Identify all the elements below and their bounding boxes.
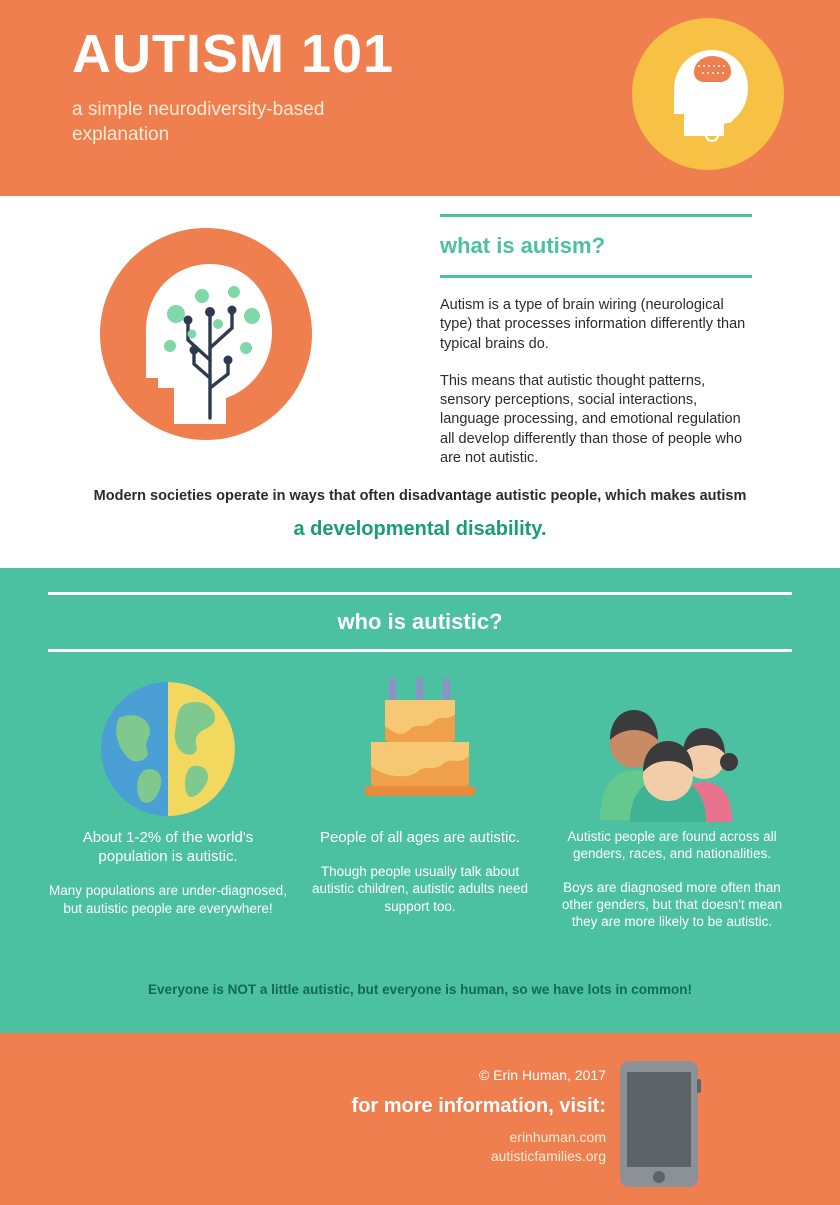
page-subtitle: a simple neurodiversity-based explanation (72, 98, 325, 146)
phone-side-button (697, 1079, 701, 1093)
head-brain-network-icon (632, 18, 784, 170)
paragraph-2: This means that autistic thought patterns, sensory perceptions, social interactions, language processing, and emotional regulation all develop differently than those of people who are not autistic. (440, 372, 743, 466)
head-circuit-tree-icon (100, 228, 312, 440)
footer-links (491, 1128, 606, 1166)
paragraph-1: Autism is a type of brain wiring (neurological type) that processes information differently than typical brains do. (440, 297, 746, 352)
column-all-identities (552, 668, 792, 946)
header-banner (0, 0, 840, 196)
statement-line-1: Modern societies operate in ways that often disadvantage autistic people, which makes autism (93, 488, 747, 504)
column-1-text-1: About 1-2% of the world's population is autistic. (82, 829, 254, 866)
head-brain-network-glyph (632, 18, 784, 170)
link-autisticfamilies[interactable]: autisticfamilies.org (490, 1147, 606, 1164)
column-2-text-2: Though people usually talk about autistic children, autistic adults need support too. (311, 864, 529, 914)
phone-screen (627, 1072, 691, 1167)
what-is-autism-section (0, 196, 840, 568)
what-is-autism-text-column (440, 214, 752, 483)
phone-home-button (653, 1171, 665, 1183)
more-info-label: for more information, visit: (351, 1095, 606, 1117)
copyright-text: © Erin Human, 2017 (478, 1067, 606, 1083)
who-is-autistic-columns (48, 668, 792, 946)
globe-icon (48, 668, 288, 828)
green-section-footnote: Everyone is NOT a little autistic, but everyone is human, so we have lots in common! (148, 982, 692, 997)
who-is-autistic-section (0, 568, 840, 1033)
smartphone-icon (620, 1061, 698, 1187)
footer-banner (0, 1033, 840, 1205)
globe-glyph (93, 674, 243, 824)
column-world-population (48, 668, 288, 946)
column-all-ages (300, 668, 540, 946)
divider-bottom (440, 275, 752, 278)
column-1-text-2: Many populations are under-diagnosed, but autistic people are everywhere! (49, 883, 287, 916)
section-heading-who-is-autistic: who is autistic? (337, 609, 503, 634)
statement-line-2: a developmental disability. (293, 518, 547, 540)
link-erinhuman[interactable]: erinhuman.com (509, 1129, 606, 1145)
section-heading-what-is-autism: what is autism? (440, 233, 606, 258)
divider-top-white (48, 592, 792, 595)
column-3-text-1: Autistic people are found across all genders, races, and nationalities. (567, 829, 777, 862)
head-circuit-tree-glyph (100, 228, 312, 440)
family-group-glyph (572, 670, 772, 830)
column-2-text-1: People of all ages are autistic. (319, 829, 521, 846)
divider-top (440, 214, 752, 217)
birthday-cake-glyph (335, 672, 505, 832)
page-title: AUTISM 101 (72, 24, 395, 84)
column-3-text-2: Boys are diagnosed more often than other genders, but that doesn't mean they are more likely to be autistic. (561, 879, 783, 930)
family-group-icon (552, 668, 792, 828)
birthday-cake-icon (300, 668, 540, 828)
divider-bottom-white (48, 649, 792, 652)
